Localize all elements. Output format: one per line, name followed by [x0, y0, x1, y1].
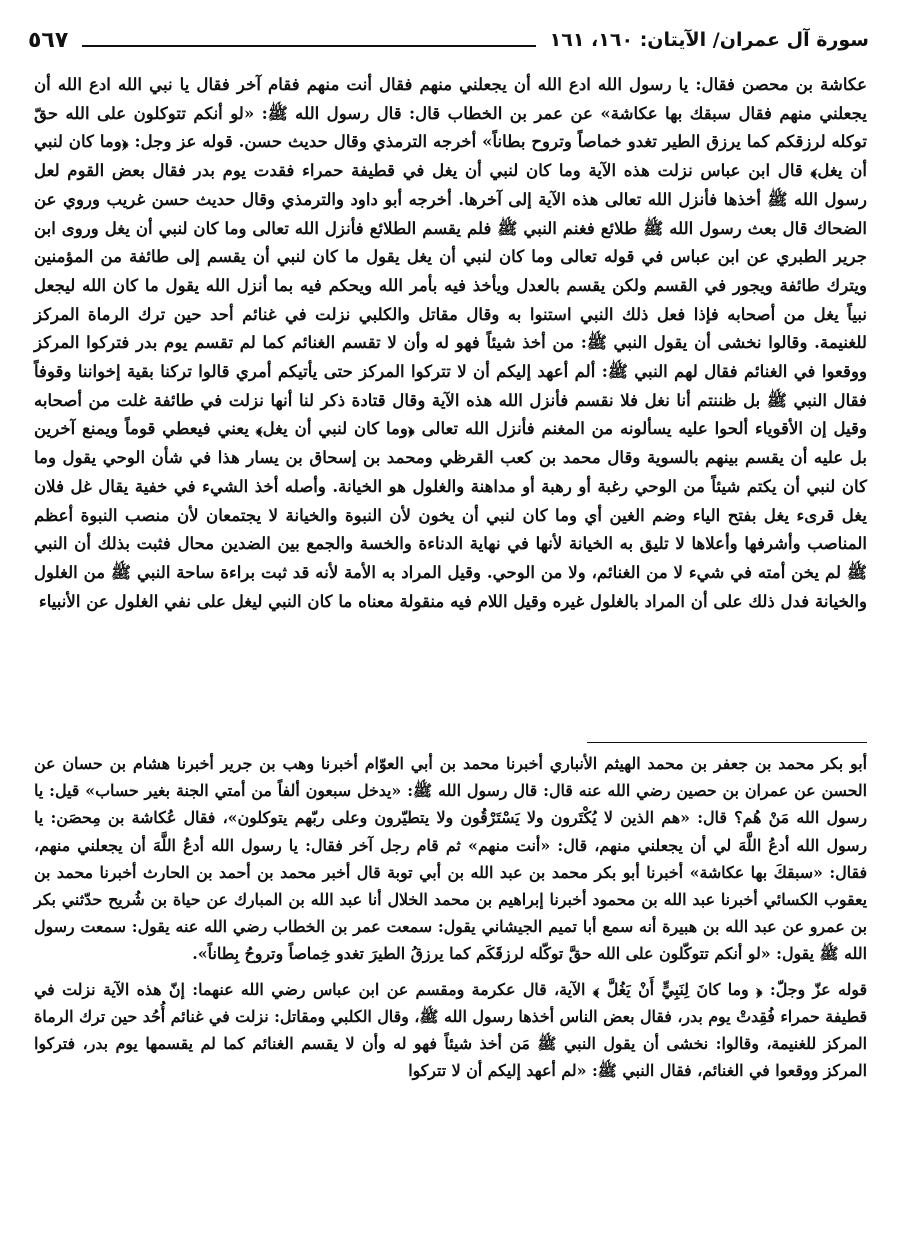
main-commentary	[34, 70, 867, 615]
running-title: سورة آل عمران/ الآيتان: ١٦٠، ١٦١	[549, 29, 869, 51]
page-header	[28, 24, 869, 56]
page-number: ٥٦٧	[28, 27, 69, 53]
header-rule	[82, 45, 535, 47]
footnote-divider	[587, 742, 867, 743]
footnote-section	[34, 750, 867, 1084]
footnote-paragraph-2: قوله عزّ وجلّ: ﴿ وما كانَ لِنَبِيٍّ أَنْ يَغُلَّ ﴾ الآية، قال عكرمة ومقسم عن ابن عباس رضي الله عنهما: إنّ هذه الآية نزلت في قطيفة حمراء فُقِدتْ يوم بدر، فقال بعض الناس أخذها رسول الله ﷺ، وقال الكلبي ومقاتل: نزلت في غنائم أُحُد حين ترك الرماة المركز للغنيمة، وقالوا: نخشى أن يقول النبي ﷺ مَن أخذ شيئاً فهو له وأن لا يقسم الغنائم كما لم يقسمها يوم بدر، فتركوا المركز ووقعوا في الغنائم، فقال النبي ﷺ: «لم أعهد إليكم أن لا تتركوا	[34, 979, 867, 1081]
footnote-paragraph-1: أبو بكر محمد بن جعفر بن محمد الهيثم الأنباري أخبرنا محمد بن أبي العوّام أخبرنا وهب بن جرير أخبرنا هشام بن حسان عن الحسن عن عمران بن حصين رضي الله عنه قال: قال رسول الله ﷺ: «يدخل سبعون ألفاً من أمتي الجنة بغير حساب» قيل: يا رسول الله مَنْ هُم؟ قال: «هم الذين لا يُكْتَرون ولا يَسْتَرْقُون ولا يتطيّرون وعلى ربّهم يتوكلون»، فقال عُكاشة بن مِحصَن: يا رسول الله أدعُ اللَّهَ لي أن يجعلني منهم، قال: «أنت منهم» ثم قام رجل آخر فقال: يا رسول الله أدعُ اللَّهَ أن يجعلني منهم، فقال: «سبقكَ بها عكاشة» أخبرنا أبو بكر محمد بن عبد الله بن أبي توبة قال أخبر محمد بن أحمد بن الحارث أخبرنا محمد بن يعقوب الكسائي أخبرنا عبد الله بن محمود أخبرنا إبراهيم بن محمد الخلال أنا عبد الله بن المبارك عن حياة بن شُريح حدّثني بكر بن عمرو عن عبد الله بن هبيرة أنه سمع أبا تميم الجيشاني يقول: سمعت عمر بن الخطاب رضي الله عنه يقول: سمعت رسول الله ﷺ يقول: «لو أنكم تتوكّلون على الله حقَّ توكّله لرزقَكَم كما يرزقُ الطيرَ تغدو خِماصاً وتروحُ بِطاناً».	[34, 754, 867, 964]
main-paragraph: عكاشة بن محصن فقال: يا رسول الله ادع الله أن يجعلني منهم فقال أنت منهم فقام آخر فقال يا نبي الله ادع الله أن يجعلني منهم فقال سبقك بها عكاشة» عن عمر بن الخطاب قال: قال رسول الله ﷺ: «لو أنكم تتوكلون على الله حقّ توكله لرزقكم كما يرزق الطير تغدو خماصاً وتروح بطاناً» أخرجه الترمذي وقال حديث حسن. قوله عز وجل: ﴿وما كان لنبي أن يغل﴾ قال ابن عباس نزلت هذه الآية وما كان لنبي أن يغل في قطيفة حمراء فقدت يوم بدر فقال بعض القوم لعل رسول الله ﷺ أخذها فأنزل الله تعالى هذه الآية إلى آخرها. أخرجه أبو داود والترمذي وقال حديث حسن غريب وروي عن الضحاك قال بعث رسول الله ﷺ طلائع فغنم النبي ﷺ فلم يقسم الطلائع فأنزل الله تعالى وما كان لنبي أن يغل وروى ابن جرير الطبري عن ابن عباس في قوله تعالى وما كان لنبي أن يغل يقول ما كان لنبي أن يقسم إلى طائفة من المؤمنين ويترك طائفة ويجور في القسم ولكن يقسم بالعدل ويأخذ فيه بأمر الله ويحكم فيه بما أنزل الله يقول ما كان الله ليجعل نبياً يغل من أصحابه فإذا فعل ذلك النبي استنوا به وقال مقاتل والكلبي نزلت في غنائم أحد حين ترك الرماة المركز للغنيمة. وقالوا نخشى أن يقول النبي ﷺ: من أخذ شيئاً فهو له وأن لا تقسم الغنائم كما لم تقسم يوم بدر فتركوا المركز ووقعوا في الغنائم فقال لهم النبي ﷺ: ألم أعهد إليكم أن لا تتركوا المركز حتى يأتيكم أمري قالوا تركنا بقية إخواننا وقوفاً فقال النبي ﷺ بل ظننتم أنا نغل فلا نقسم فأنزل الله هذه الآية وقال قتادة ذكر لنا أنها نزلت في طائفة غلت من أصحابه وقيل إن الأقوياء ألحوا عليه يسألونه من المغنم فأنزل الله تعالى ﴿وما كان لنبي أن يغل﴾ يعني فيعطي قوماً ويمنع آخرين بل عليه أن يقسم بينهم بالسوية وقال محمد بن كعب القرظي ومحمد بن إسحاق بن يسار هذا في شأن الوحي يقول وما كان لنبي أن يكتم شيئاً من الوحي رغبة أو رهبة أو مداهنة والغلول هو الخيانة. وأصله أخذ الشيء في خفية يقال غل فلان يغل قرىء يغل بفتح الياء وضم الغين أي وما كان لنبي أن يخون لأن النبوة والخيانة لا يجتمعان لأن منصب النبوة أعظم المناصب وأشرفها وأعلاها لا تليق به الخيانة لأنها في نهاية الدناءة والخسة والجمع بين الضدين محال فثبت بذلك أن النبي ﷺ لم يخن أمته في شيء لا من الغنائم، ولا من الوحي. وقيل المراد به الأمة لأنه قد ثبت براءة ساحة النبي ﷺ من الغلول والخيانة فدل ذلك على أن المراد بالغلول غيره وقيل اللام فيه منقولة معناه ما كان النبي ليغل على نفي الغلول عن الأنبياء	[34, 74, 867, 611]
